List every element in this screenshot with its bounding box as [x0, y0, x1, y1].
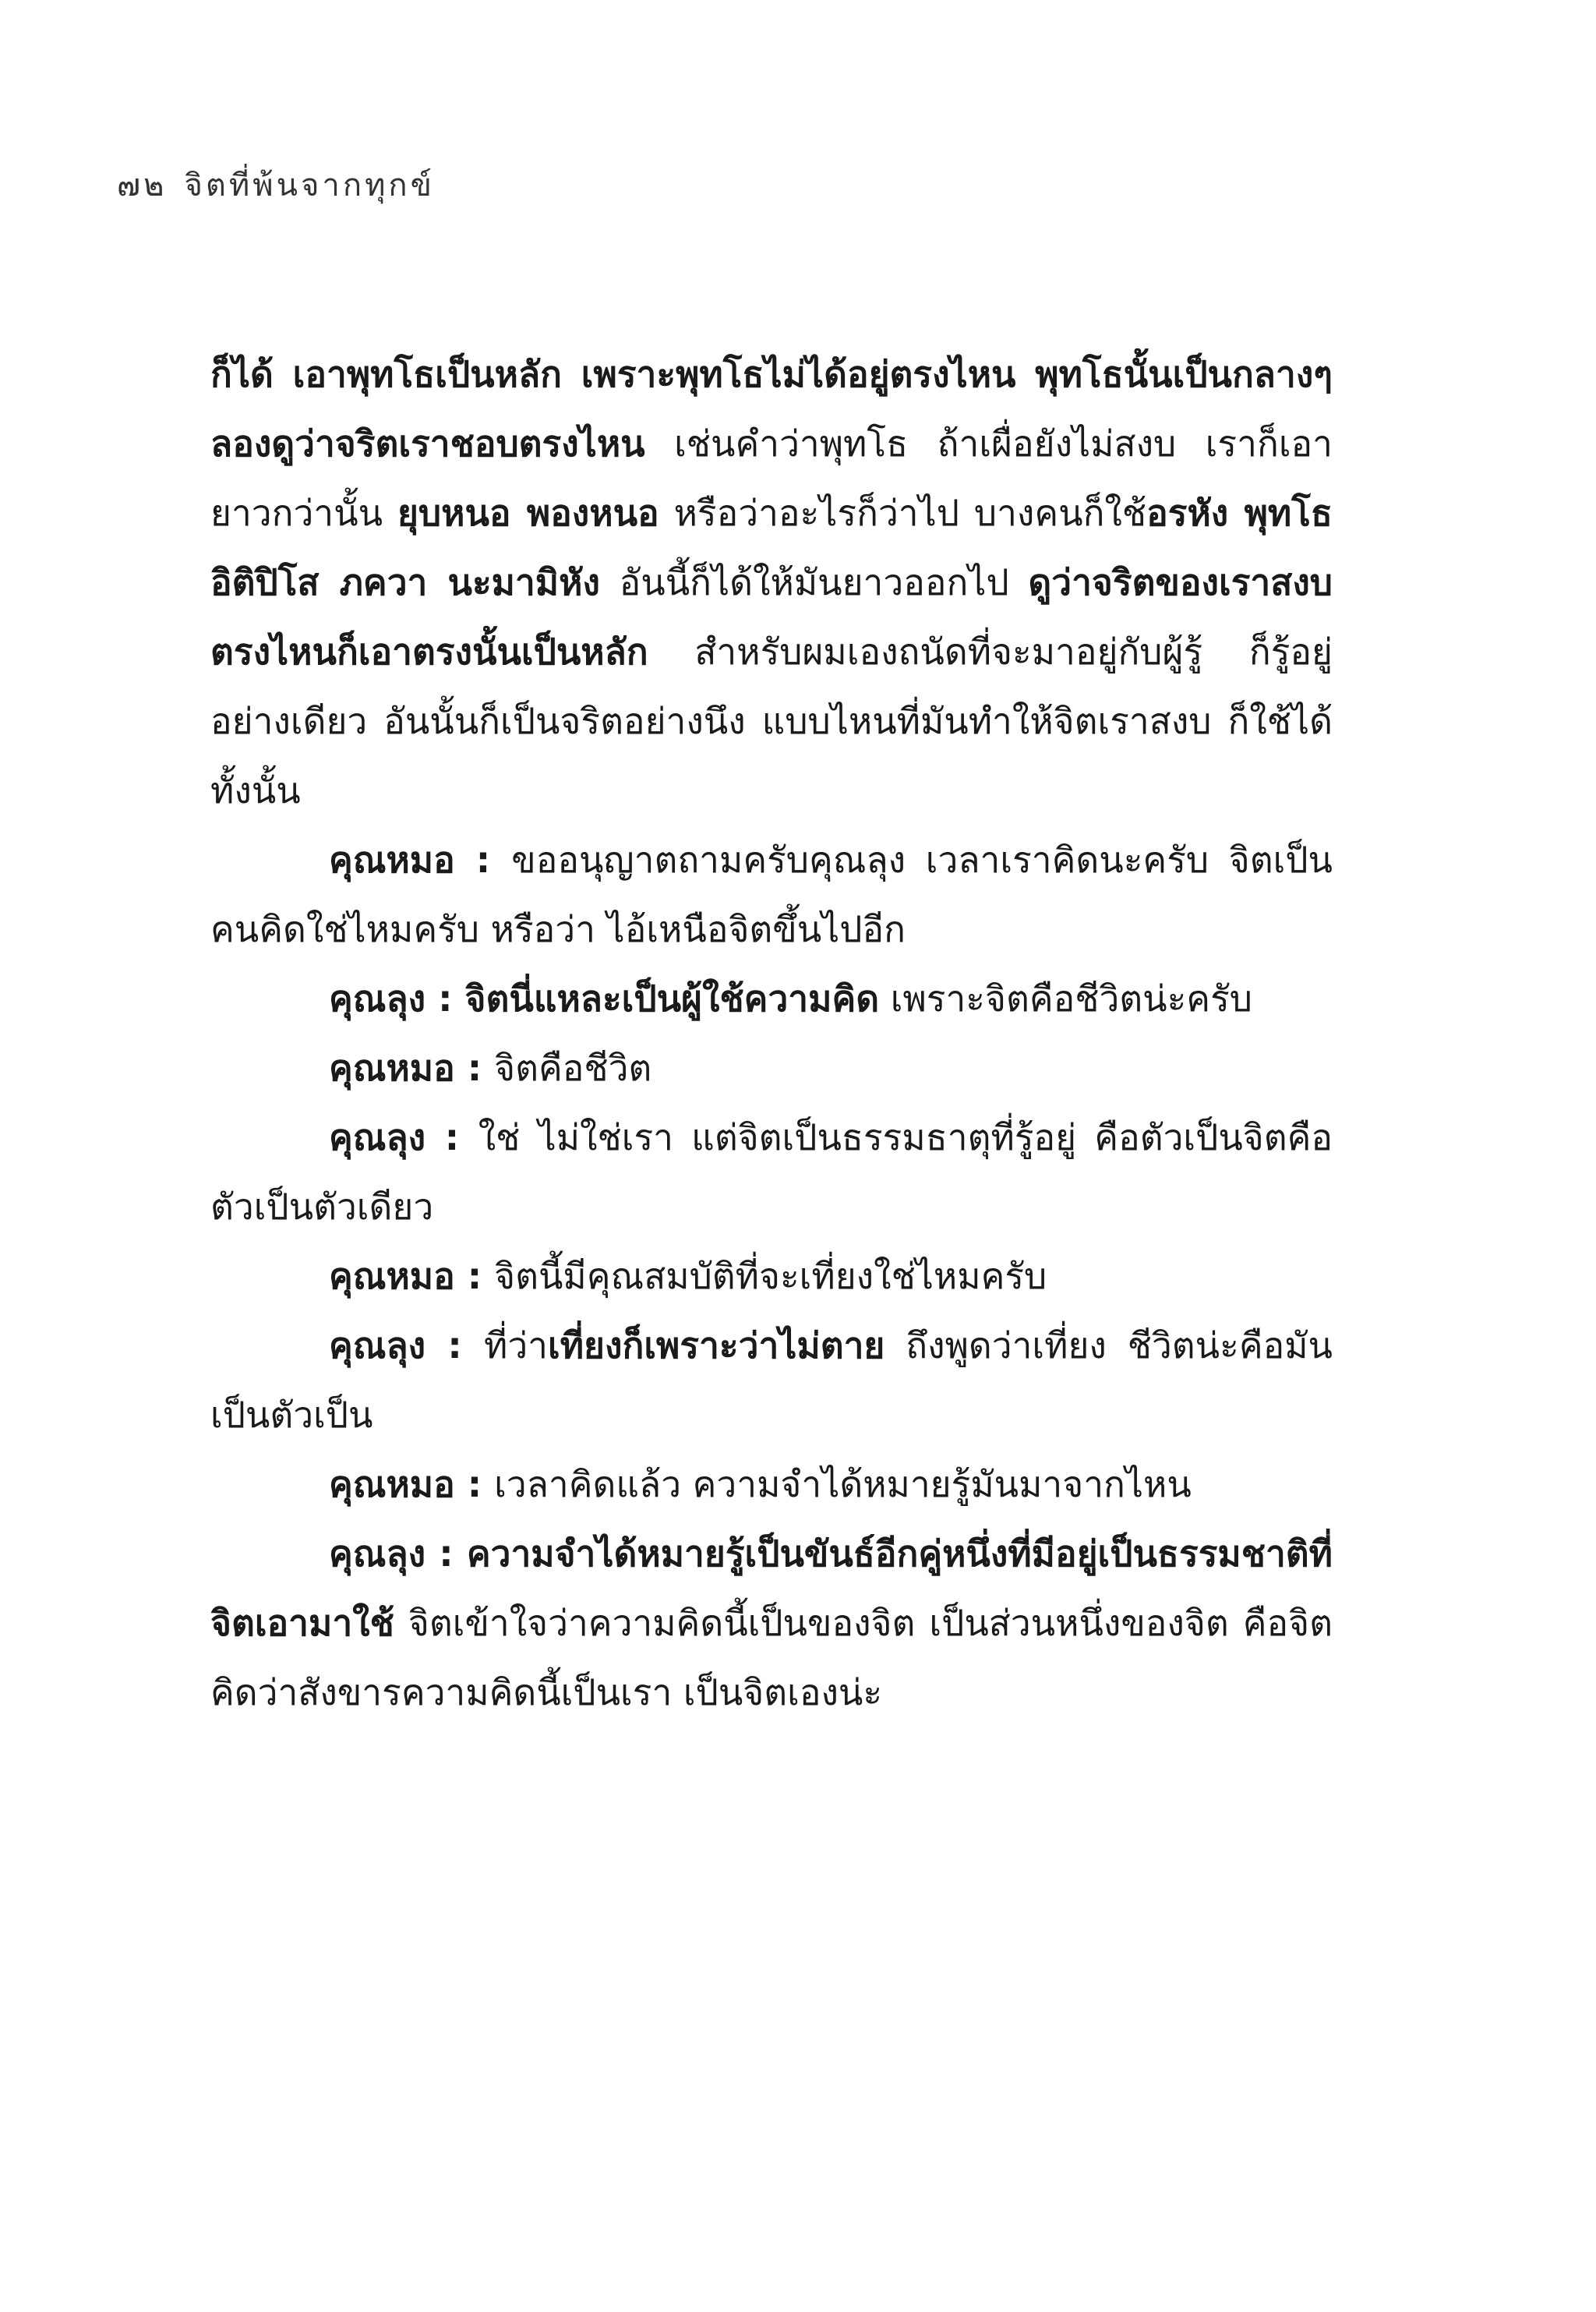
text-regular: อันนี้ก็ได้ให้มันยาวออกไป — [599, 561, 1029, 603]
text-regular: ขออนุญาตถามครับคุณลุง เวลาเราคิดนะครับ จิตเป็นคนคิดใช่ไหมครับ หรือว่า ไอ้เหนือจิตขึ้นไปอีก — [210, 839, 1333, 950]
speaker-separator: : — [454, 1463, 495, 1505]
text-regular: จิตนี้มีคุณสมบัติที่จะเที่ยงใช่ไหมครับ — [494, 1255, 1047, 1297]
speaker-separator: : — [454, 1255, 495, 1297]
text-regular: จิตคือชีวิต — [494, 1047, 652, 1089]
page-number: ๗๒ — [117, 168, 168, 203]
dialogue-paragraph — [210, 1519, 1333, 1727]
speaker-name: คุณลุง — [329, 1532, 426, 1575]
speaker-name: คุณหมอ — [329, 1047, 455, 1089]
dialogue-paragraph — [210, 964, 1333, 1034]
text-regular: จิตเข้าใจว่าความคิดนี้เป็นของจิต เป็นส่วนหนึ่งของจิต คือจิตคิดว่าสังขารความคิดนี้เป็นเรา เป็นจิตเองน่ะ — [210, 1602, 1333, 1713]
text-regular: เพราะจิตคือชีวิตน่ะครับ — [879, 977, 1252, 1020]
text-regular: ที่ว่า — [484, 1324, 549, 1366]
text-regular: เช่นคำว่าพุทโธ ถ้าเผื่อยังไม่สงบ เราก็เอายาวกว่านั้น — [210, 422, 1333, 534]
speaker-name: คุณหมอ — [329, 839, 455, 881]
text-regular: หรือว่าอะไรก็ว่าไป บางคนก็ใช้ — [659, 492, 1147, 534]
text-regular: เวลาคิดแล้ว ความจำได้หมายรู้มันมาจากไหน — [494, 1463, 1192, 1505]
speaker-name: คุณลุง — [329, 1116, 426, 1158]
speaker-name: คุณหมอ — [329, 1463, 455, 1505]
speaker-separator: : — [425, 1324, 485, 1366]
dialogue-paragraph — [210, 1242, 1333, 1311]
text-bold: เที่ยงก็เพราะว่าไม่ตาย — [548, 1324, 885, 1366]
speaker-separator: : — [425, 1532, 467, 1575]
text-regular: สำหรับผมเองถนัดที่จะมาอยู่กับผู้รู้ ก็รู้อยู่อย่างเดียว อันนั้นก็เป็นจริตอย่างนึง แบบไหนที่มันทำให้จิตเราสงบ ก็ใช้ได้ทั้งนั้น — [210, 631, 1333, 811]
speaker-separator: : — [454, 839, 512, 881]
speaker-separator: : — [454, 1047, 495, 1089]
speaker-separator: : — [425, 977, 465, 1020]
speaker-name: คุณหมอ — [329, 1255, 455, 1297]
dialogue-paragraph — [210, 1034, 1333, 1103]
running-header — [117, 160, 435, 210]
body-text — [210, 340, 1333, 1727]
text-regular: ใช่ ไม่ใช่เรา แต่จิตเป็นธรรมธาตุที่รู้อยู่ คือตัวเป็นจิตคือตัวเป็นตัวเดียว — [210, 1116, 1333, 1228]
dialogue-paragraph — [210, 1450, 1333, 1519]
speaker-name: คุณลุง — [329, 977, 426, 1020]
text-bold: จิตนี่แหละเป็นผู้ใช้ความคิด — [464, 977, 880, 1020]
dialogue-paragraph — [210, 825, 1333, 964]
text-bold: อรหัง พุทโธ อิติปิโส ภควา นะมามิหัง — [210, 492, 1333, 603]
speaker-separator: : — [425, 1116, 478, 1158]
dialogue-paragraph — [210, 1311, 1333, 1450]
text-bold: ก็ได้ เอาพุทโธเป็นหลัก เพราะพุทโธไม่ได้อยู่ตรงไหน พุทโธนั้นเป็นกลางๆ ลองดูว่าจริตเราชอบตรงไหน — [210, 353, 1333, 465]
text-regular: ถึงพูดว่าเที่ยง ชีวิตน่ะคือมันเป็นตัวเป็น — [210, 1324, 1333, 1436]
dialogue-paragraph — [210, 1103, 1333, 1242]
text-bold: ยุบหนอ พองหนอ — [397, 492, 659, 534]
speaker-name: คุณลุง — [329, 1324, 426, 1366]
paragraph-continuation — [210, 340, 1333, 825]
text-bold: ความจำได้หมายรู้เป็นขันธ์อีกคู่หนึ่งที่มีอยู่เป็นธรรมชาติที่จิตเอามาใช้ — [210, 1532, 1333, 1644]
text-bold: ดูว่าจริตของเราสงบตรงไหนก็เอาตรงนั้นเป็นหลัก — [210, 561, 1333, 673]
running-title: จิตที่พ้นจากทุกข์ — [184, 168, 435, 203]
